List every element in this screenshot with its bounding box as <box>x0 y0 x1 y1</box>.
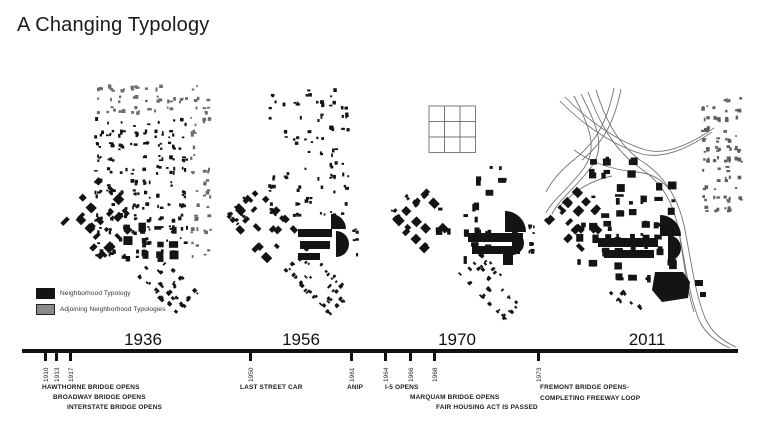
tick-year-label: 1964 <box>383 367 390 382</box>
black-swatch-icon <box>36 288 55 299</box>
timeline-tick <box>350 353 353 361</box>
period-year-1936: 1936 <box>124 330 162 349</box>
period-year-1970: 1970 <box>438 330 476 349</box>
timeline-tick <box>409 353 412 361</box>
tick-year-label: 1950 <box>248 367 255 382</box>
tick-year-label: 1966 <box>408 367 415 382</box>
gray-swatch-icon <box>36 304 55 315</box>
tick-year-label: 1910 <box>43 367 50 382</box>
map-1970 <box>390 106 535 322</box>
timeline-tick <box>433 353 436 361</box>
timeline-tick <box>249 353 252 361</box>
event-hawthorne-bridge: HAWTHORNE BRIDGE OPENS <box>42 384 140 391</box>
event-interstate-bridge: INTERSTATE BRIDGE OPENS <box>67 404 162 411</box>
timeline-tick <box>55 353 58 361</box>
tick-year-label: 1913 <box>54 367 61 382</box>
legend-item-adjoining <box>36 304 165 315</box>
timeline-tick <box>44 353 47 361</box>
map-1956 <box>222 88 359 317</box>
event-i5-opens: I-5 OPENS <box>385 384 419 391</box>
legend <box>36 288 165 320</box>
tick-year-label: 1917 <box>68 367 75 382</box>
map-1936 <box>56 84 211 316</box>
legend-item-neighborhood <box>36 288 165 299</box>
map-2011 <box>544 88 743 348</box>
legend-label: Neighborhood Typology <box>60 290 131 297</box>
period-year-2011: 2011 <box>628 330 666 349</box>
event-anip: ANIP <box>347 384 364 391</box>
tick-year-label: 1973 <box>536 367 543 382</box>
period-year-1956: 1956 <box>282 330 320 349</box>
event-freeway-loop: COMPLETING FREEWAY LOOP <box>540 395 641 402</box>
timeline-tick <box>69 353 72 361</box>
page-title: A Changing Typology <box>17 14 210 36</box>
timeline-tick <box>384 353 387 361</box>
event-fair-housing-act: FAIR HOUSING ACT IS PASSED <box>436 404 538 411</box>
timeline-tick <box>537 353 540 361</box>
tick-year-label: 1968 <box>432 367 439 382</box>
tick-year-label: 1961 <box>349 367 356 382</box>
event-broadway-bridge: BROADWAY BRIDGE OPENS <box>53 394 146 401</box>
event-fremont-bridge: FREMONT BRIDGE OPENS- <box>540 384 630 391</box>
event-marquam-bridge: MARQUAM BRIDGE OPENS <box>410 394 500 401</box>
event-last-street-car: LAST STREET CAR <box>240 384 303 391</box>
legend-label: Adjoining Neighborhood Typologies <box>60 306 166 313</box>
